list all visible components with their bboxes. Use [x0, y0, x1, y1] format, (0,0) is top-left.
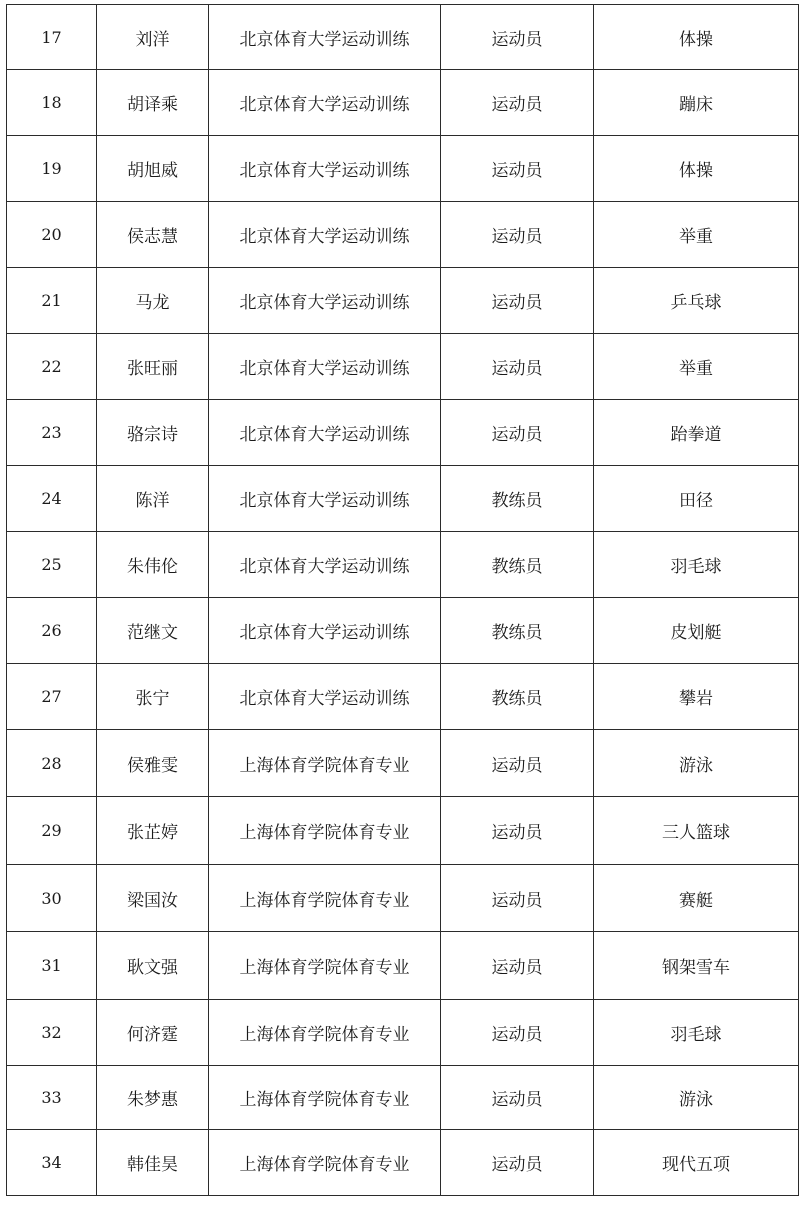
cell-number: 26 [7, 598, 97, 664]
cell-sport: 攀岩 [594, 664, 799, 730]
cell-number: 18 [7, 70, 97, 136]
cell-name: 胡译乘 [97, 70, 209, 136]
cell-sport: 举重 [594, 202, 799, 268]
cell-role: 教练员 [441, 598, 594, 664]
cell-role: 运动员 [441, 70, 594, 136]
cell-role: 运动员 [441, 202, 594, 268]
cell-name: 胡旭威 [97, 136, 209, 202]
cell-role: 运动员 [441, 797, 594, 865]
table-row [7, 1066, 799, 1130]
table-row [7, 400, 799, 466]
cell-name: 朱伟伦 [97, 532, 209, 598]
cell-role: 运动员 [441, 268, 594, 334]
cell-unit: 北京体育大学运动训练 [209, 5, 441, 70]
cell-unit: 上海体育学院体育专业 [209, 730, 441, 797]
cell-unit: 北京体育大学运动训练 [209, 268, 441, 334]
cell-unit: 上海体育学院体育专业 [209, 1000, 441, 1066]
cell-number: 17 [7, 5, 97, 70]
cell-sport: 羽毛球 [594, 532, 799, 598]
cell-role: 教练员 [441, 532, 594, 598]
table-row [7, 136, 799, 202]
cell-sport: 举重 [594, 334, 799, 400]
cell-role: 运动员 [441, 400, 594, 466]
cell-number: 32 [7, 1000, 97, 1066]
cell-sport: 体操 [594, 136, 799, 202]
document-page [6, 4, 798, 1196]
cell-unit: 北京体育大学运动训练 [209, 532, 441, 598]
cell-role: 运动员 [441, 1130, 594, 1196]
cell-number: 24 [7, 466, 97, 532]
cell-name: 陈洋 [97, 466, 209, 532]
cell-name: 韩佳昊 [97, 1130, 209, 1196]
cell-sport: 钢架雪车 [594, 932, 799, 1000]
cell-name: 何济霆 [97, 1000, 209, 1066]
cell-number: 27 [7, 664, 97, 730]
cell-name: 耿文强 [97, 932, 209, 1000]
cell-number: 31 [7, 932, 97, 1000]
table-row [7, 598, 799, 664]
cell-unit: 北京体育大学运动训练 [209, 136, 441, 202]
cell-unit: 北京体育大学运动训练 [209, 202, 441, 268]
table-row [7, 5, 799, 70]
cell-name: 刘洋 [97, 5, 209, 70]
cell-unit: 北京体育大学运动训练 [209, 598, 441, 664]
table-row [7, 1000, 799, 1066]
cell-name: 骆宗诗 [97, 400, 209, 466]
cell-unit: 北京体育大学运动训练 [209, 466, 441, 532]
cell-number: 33 [7, 1066, 97, 1130]
cell-sport: 皮划艇 [594, 598, 799, 664]
cell-sport: 游泳 [594, 730, 799, 797]
cell-name: 梁国汝 [97, 865, 209, 932]
cell-name: 马龙 [97, 268, 209, 334]
cell-role: 教练员 [441, 466, 594, 532]
cell-number: 23 [7, 400, 97, 466]
table-row [7, 334, 799, 400]
cell-role: 运动员 [441, 334, 594, 400]
cell-role: 运动员 [441, 1000, 594, 1066]
table-row [7, 730, 799, 797]
cell-unit: 北京体育大学运动训练 [209, 400, 441, 466]
cell-name: 张旺丽 [97, 334, 209, 400]
cell-name: 张芷婷 [97, 797, 209, 865]
cell-role: 运动员 [441, 5, 594, 70]
cell-unit: 上海体育学院体育专业 [209, 1130, 441, 1196]
table-row [7, 932, 799, 1000]
cell-number: 21 [7, 268, 97, 334]
cell-name: 张宁 [97, 664, 209, 730]
cell-unit: 上海体育学院体育专业 [209, 797, 441, 865]
cell-name: 侯志慧 [97, 202, 209, 268]
cell-unit: 北京体育大学运动训练 [209, 334, 441, 400]
table-row [7, 532, 799, 598]
cell-name: 朱梦惠 [97, 1066, 209, 1130]
cell-unit: 上海体育学院体育专业 [209, 865, 441, 932]
cell-name: 范继文 [97, 598, 209, 664]
cell-number: 30 [7, 865, 97, 932]
cell-sport: 赛艇 [594, 865, 799, 932]
cell-number: 19 [7, 136, 97, 202]
cell-sport: 游泳 [594, 1066, 799, 1130]
cell-unit: 北京体育大学运动训练 [209, 664, 441, 730]
table-row [7, 70, 799, 136]
cell-sport: 蹦床 [594, 70, 799, 136]
table-row [7, 1130, 799, 1196]
cell-sport: 现代五项 [594, 1130, 799, 1196]
cell-role: 教练员 [441, 664, 594, 730]
cell-role: 运动员 [441, 136, 594, 202]
cell-sport: 乒乓球 [594, 268, 799, 334]
cell-number: 34 [7, 1130, 97, 1196]
table-row [7, 466, 799, 532]
cell-sport: 体操 [594, 5, 799, 70]
cell-sport: 三人篮球 [594, 797, 799, 865]
cell-sport: 羽毛球 [594, 1000, 799, 1066]
roster-table-body [7, 5, 799, 1196]
cell-number: 20 [7, 202, 97, 268]
table-row [7, 664, 799, 730]
roster-table [6, 4, 799, 1196]
cell-unit: 上海体育学院体育专业 [209, 1066, 441, 1130]
cell-number: 25 [7, 532, 97, 598]
cell-role: 运动员 [441, 730, 594, 797]
cell-number: 28 [7, 730, 97, 797]
cell-number: 29 [7, 797, 97, 865]
cell-role: 运动员 [441, 932, 594, 1000]
cell-unit: 上海体育学院体育专业 [209, 932, 441, 1000]
table-row [7, 865, 799, 932]
table-row [7, 268, 799, 334]
cell-sport: 田径 [594, 466, 799, 532]
table-row [7, 797, 799, 865]
cell-number: 22 [7, 334, 97, 400]
cell-name: 侯雅雯 [97, 730, 209, 797]
cell-role: 运动员 [441, 1066, 594, 1130]
cell-unit: 北京体育大学运动训练 [209, 70, 441, 136]
cell-sport: 跆拳道 [594, 400, 799, 466]
table-row [7, 202, 799, 268]
cell-role: 运动员 [441, 865, 594, 932]
